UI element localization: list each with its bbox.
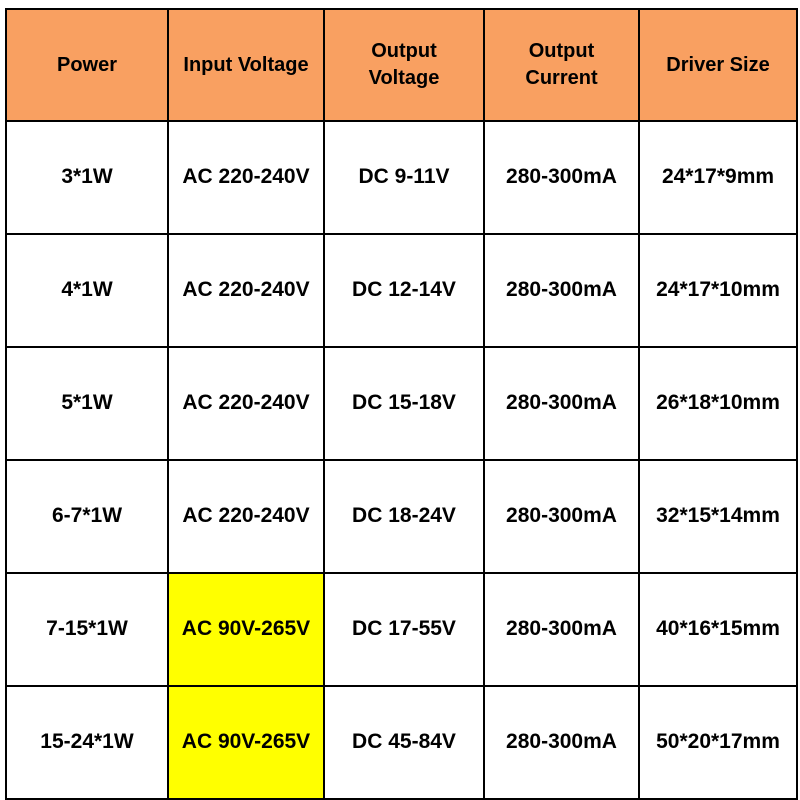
input-voltage-cell: AC 220-240V xyxy=(168,234,324,347)
header-row xyxy=(6,9,797,121)
driver-size-cell: 50*20*17mm xyxy=(639,686,797,799)
power-cell: 15-24*1W xyxy=(6,686,168,799)
table-row xyxy=(6,460,797,573)
table-row xyxy=(6,121,797,234)
table-body xyxy=(6,121,797,799)
header-input-voltage-label: Input Voltage xyxy=(183,53,309,76)
header-power-label: Power xyxy=(56,53,118,76)
led-driver-spec-table xyxy=(5,8,798,800)
power-cell: 7-15*1W xyxy=(6,573,168,686)
header-driver-size xyxy=(639,9,797,121)
table-header xyxy=(6,9,797,121)
power-cell: 5*1W xyxy=(6,347,168,460)
header-output-voltage xyxy=(324,9,484,121)
header-driver-size-label: Driver Size xyxy=(666,53,770,76)
table-row xyxy=(6,234,797,347)
output-current-cell: 280-300mA xyxy=(484,686,639,799)
header-output-current-line1: Output xyxy=(528,40,595,62)
header-output-voltage-line1: Output xyxy=(371,40,437,62)
driver-size-cell: 24*17*10mm xyxy=(639,234,797,347)
output-voltage-cell: DC 17-55V xyxy=(324,573,484,686)
output-voltage-cell: DC 9-11V xyxy=(324,121,484,234)
driver-size-cell: 26*18*10mm xyxy=(639,347,797,460)
driver-size-cell: 24*17*9mm xyxy=(639,121,797,234)
power-cell: 6-7*1W xyxy=(6,460,168,573)
output-current-cell: 280-300mA xyxy=(484,347,639,460)
output-voltage-cell: DC 18-24V xyxy=(324,460,484,573)
input-voltage-cell: AC 90V-265V xyxy=(168,686,324,799)
output-current-cell: 280-300mA xyxy=(484,573,639,686)
input-voltage-cell: AC 90V-265V xyxy=(168,573,324,686)
input-voltage-cell: AC 220-240V xyxy=(168,460,324,573)
output-voltage-cell: DC 12-14V xyxy=(324,234,484,347)
input-voltage-cell: AC 220-240V xyxy=(168,347,324,460)
output-voltage-cell: DC 15-18V xyxy=(324,347,484,460)
header-power xyxy=(6,9,168,121)
power-cell: 3*1W xyxy=(6,121,168,234)
header-output-voltage-line2: Voltage xyxy=(368,67,440,89)
output-current-cell: 280-300mA xyxy=(484,460,639,573)
driver-size-cell: 32*15*14mm xyxy=(639,460,797,573)
header-input-voltage xyxy=(168,9,324,121)
output-current-cell: 280-300mA xyxy=(484,234,639,347)
power-cell: 4*1W xyxy=(6,234,168,347)
driver-size-cell: 40*16*15mm xyxy=(639,573,797,686)
table-row xyxy=(6,573,797,686)
input-voltage-cell: AC 220-240V xyxy=(168,121,324,234)
output-voltage-cell: DC 45-84V xyxy=(324,686,484,799)
output-current-cell: 280-300mA xyxy=(484,121,639,234)
header-output-current xyxy=(484,9,639,121)
header-output-current-line2: Current xyxy=(525,67,598,89)
table-row xyxy=(6,686,797,799)
table-row xyxy=(6,347,797,460)
